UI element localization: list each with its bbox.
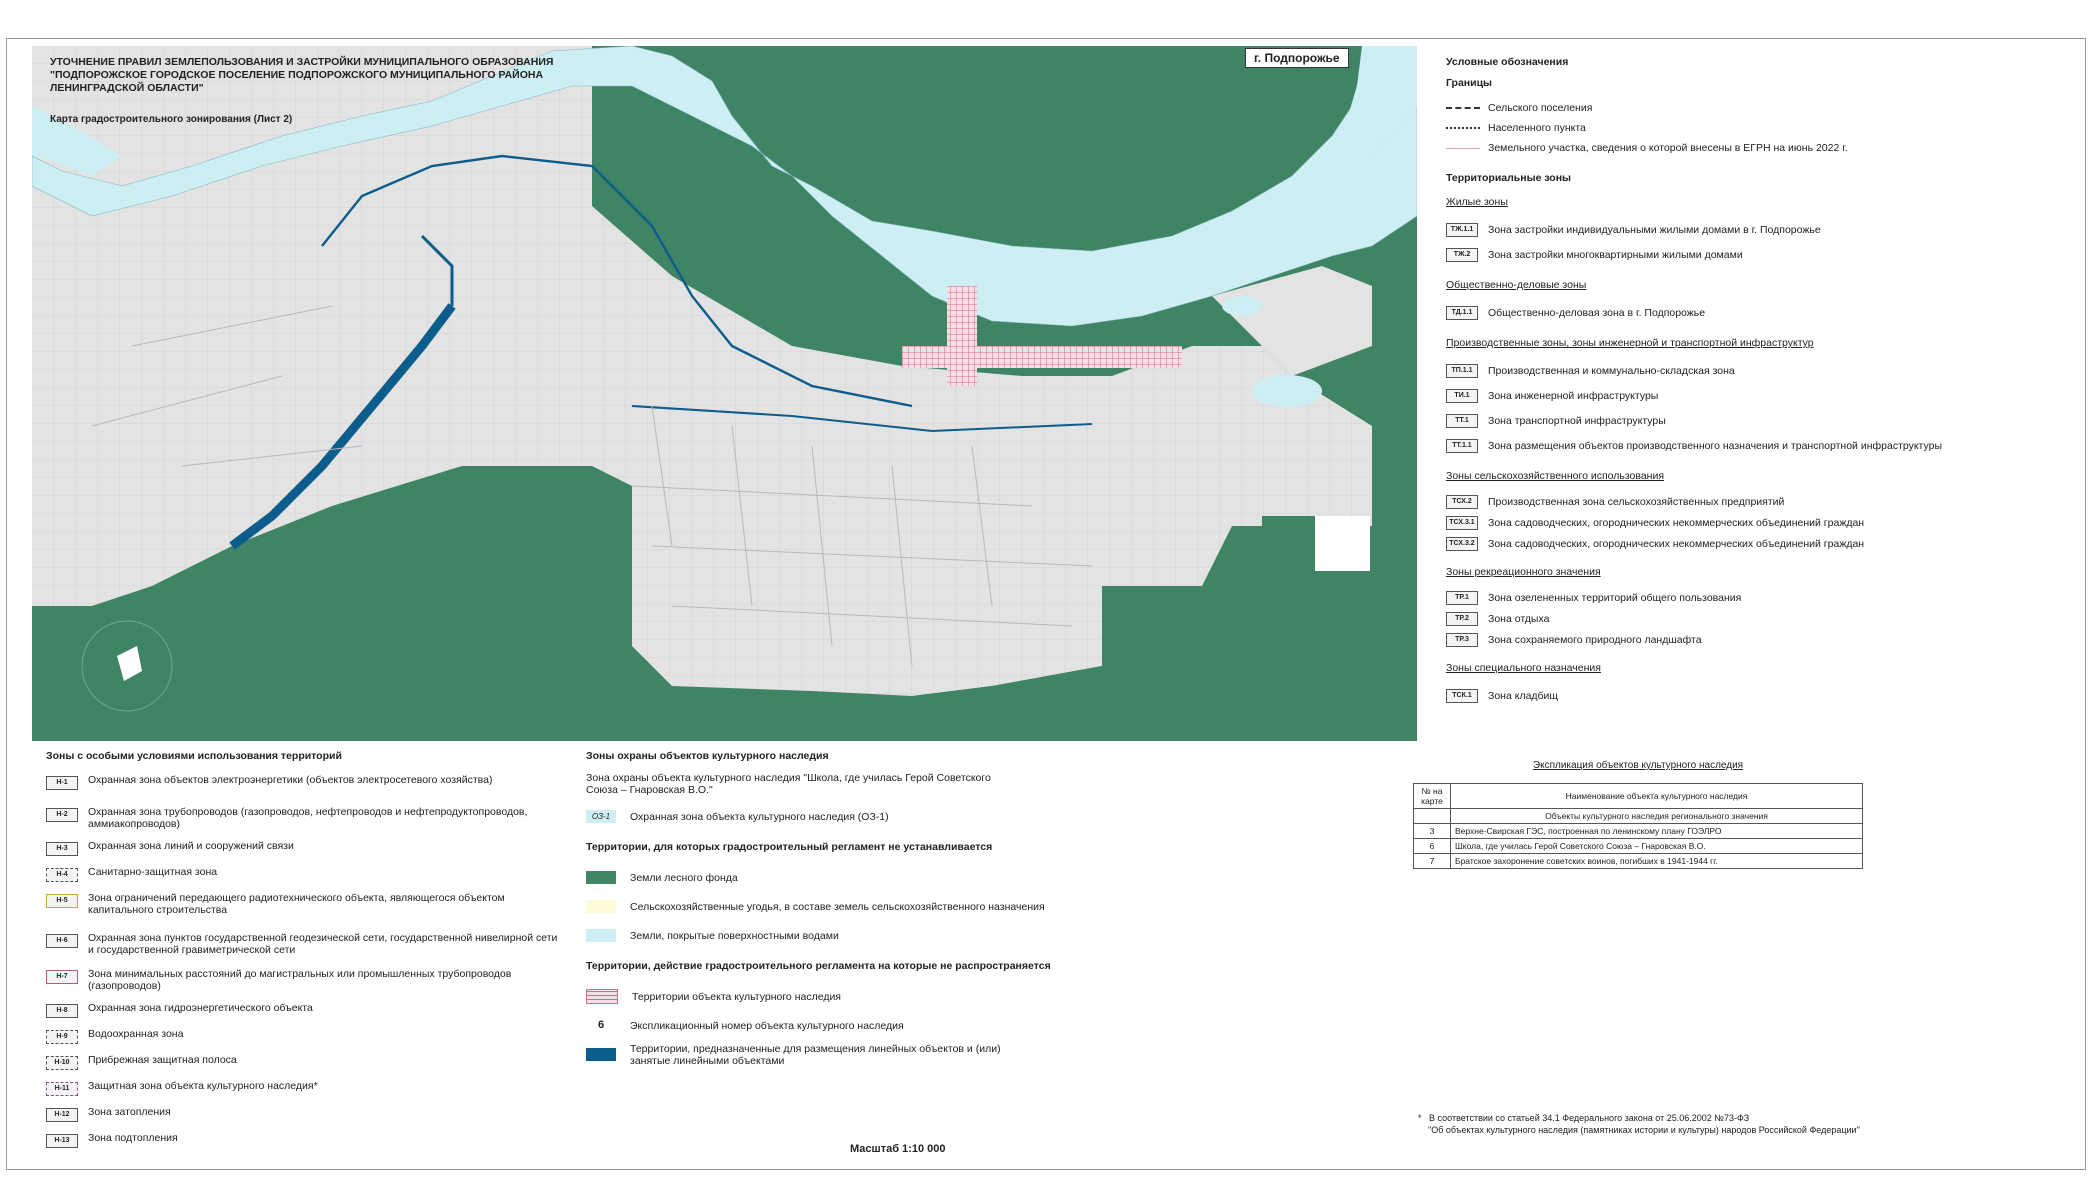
land-category-row [586, 863, 1146, 892]
zone-label: Зона кладбищ [1488, 689, 1559, 702]
special-code-badge: Н-10 [46, 1056, 78, 1070]
special-row [46, 774, 566, 806]
special-code-badge: Н-4 [46, 868, 78, 882]
zone-code-badge: ТР.2 [1446, 612, 1478, 626]
special-row [46, 968, 566, 1002]
special-label: Санитарно-защитная зона [88, 866, 218, 878]
land-category-row [586, 921, 1146, 950]
heritage-protection-title: Зона охраны объекта культурного наследия "Школа, где училась Герой Советского Союза – Гнаровская В.О." [586, 772, 991, 796]
special-row [46, 1054, 566, 1080]
legend-territorial-zones [1446, 56, 2086, 708]
special-code-badge: Н-5 [46, 894, 78, 908]
special-code-badge: Н-7 [46, 970, 78, 984]
group-title: Жилые зоны [1446, 196, 1508, 208]
special-code-badge: Н-3 [46, 842, 78, 856]
table-row [1414, 839, 1863, 854]
zone-label: Зона застройки многоквартирными жилыми домами [1488, 248, 1743, 261]
unzoned-block [1315, 516, 1370, 571]
special-label: Охранная зона линий и сооружений связи [88, 840, 294, 852]
map-title-block [50, 56, 610, 126]
special-code-badge: Н-1 [46, 776, 78, 790]
special-row [46, 866, 566, 892]
zone-code-badge: ТР.3 [1446, 633, 1478, 647]
special-label: Охранная зона гидроэнергетического объекта [88, 1002, 313, 1014]
zone-label: Зона отдыха [1488, 612, 1550, 625]
zone-label: Производственная зона сельскохозяйственных предприятий [1488, 495, 1785, 508]
table-group-cell: Объекты культурного наследия регионального значения [1451, 809, 1863, 824]
zone-label: Зона инженерной инфраструктуры [1488, 389, 1659, 402]
explication-number-symbol: 6 [597, 1019, 605, 1031]
zone-row [1446, 491, 2086, 512]
special-code-badge: Н-12 [46, 1108, 78, 1122]
not-applied-row [586, 1011, 1146, 1040]
land-category-label: Земли, покрытые поверхностными водами [630, 929, 839, 942]
title-line-1: УТОЧНЕНИЕ ПРАВИЛ ЗЕМЛЕПОЛЬЗОВАНИЯ И ЗАСТРОЙКИ МУНИЦИПАЛЬНОГО ОБРАЗОВАНИЯ [50, 56, 554, 68]
legend-special-conditions [46, 750, 566, 1158]
zone-code-badge: ТСХ.2 [1446, 495, 1478, 509]
table-cell-name: Братское захоронение советских воинов, погибших в 1941-1944 гг. [1451, 854, 1863, 869]
group-title: Производственные зоны, зоны инженерной и транспортной инфраструктур [1446, 337, 1814, 349]
dashdot-line-icon [1446, 107, 1480, 109]
table-cell-num: 6 [1414, 839, 1451, 854]
forest-swatch-icon [586, 871, 616, 884]
water-swatch-icon [586, 929, 616, 942]
group-title: Общественно-деловые зоны [1446, 279, 1587, 291]
table-header-row [1414, 784, 1863, 809]
map-scale: Масштаб 1:10 000 [850, 1143, 946, 1155]
footnote-line-2: "Об объектах культурного наследия (памятниках истории и культуры) народов Российской Федерации" [1428, 1125, 1860, 1135]
no-regulation-heading: Территории, для которых градостроительный регламент не устанавливается [586, 841, 993, 853]
forest-inlet [1262, 516, 1317, 571]
special-code-badge: Н-8 [46, 1004, 78, 1018]
legend-heritage [586, 750, 1146, 1069]
city-label: г. Подпорожье [1245, 48, 1349, 68]
special-row [46, 1028, 566, 1054]
zone-code-badge: ТД.1.1 [1446, 306, 1478, 320]
zone-code-badge: ТСК.1 [1446, 689, 1478, 703]
table-cell-num: 7 [1414, 854, 1451, 869]
zone-label: Зона садоводческих, огороднических некоммерческих объединений граждан [1488, 537, 1865, 550]
table-row [1414, 824, 1863, 839]
zone-row [1446, 217, 2086, 242]
zone-row [1446, 683, 2086, 708]
not-applied-label: Территории, предназначенные для размещения линейных объектов и (или) занятые линейными объектами [630, 1042, 1001, 1067]
zone-label: Общественно-деловая зона в г. Подпорожье [1488, 306, 1706, 319]
special-row [46, 1132, 566, 1158]
zones-heading: Территориальные зоны [1446, 172, 1572, 184]
footnote-marker: * [1418, 1113, 1422, 1123]
agri-swatch-icon [586, 900, 616, 913]
land-category-row [586, 892, 1146, 921]
zone-label: Зона размещения объектов производственного назначения и транспортной инфраструктуры [1488, 439, 1943, 452]
table-cell-name: Школа, где училась Герой Советского Союза – Гнаровская В.О. [1451, 839, 1863, 854]
not-applied-row [586, 1040, 1146, 1069]
border-label: Сельского поселения [1488, 102, 1593, 114]
zone-code-badge: ТИ.1 [1446, 389, 1478, 403]
table-cell [1414, 809, 1451, 824]
zone-code-badge: ТР.1 [1446, 591, 1478, 605]
explication-table [1413, 783, 1863, 869]
zone-row [1446, 383, 2086, 408]
special-row [46, 1106, 566, 1132]
heritage-territory-dam-vertical [947, 286, 977, 386]
zone-code-badge: ТЖ.1.1 [1446, 223, 1478, 237]
zone-row [1446, 242, 2086, 267]
zone-row [1446, 433, 2086, 458]
border-row-rural [1446, 98, 2086, 118]
special-label: Охранная зона объектов электроэнергетики (объектов электросетевого хозяйства) [88, 774, 493, 786]
group-title: Зоны рекреационного значения [1446, 566, 1601, 578]
special-row [46, 1002, 566, 1028]
group-title: Зоны сельскохозяйственного использования [1446, 470, 1665, 482]
special-code-badge: Н-9 [46, 1030, 78, 1044]
not-applied-heading: Территории, действие градостроительного регламента на которые не распространяется [586, 960, 1051, 972]
zone-row [1446, 587, 2086, 608]
borders-heading: Границы [1446, 77, 1493, 89]
not-applied-row [586, 982, 1146, 1011]
special-heading: Зоны с особыми условиями использования территорий [46, 750, 342, 762]
zone-label: Зона застройки индивидуальными жилыми домами в г. Подпорожье [1488, 223, 1821, 236]
special-code-badge: Н-2 [46, 808, 78, 822]
zone-row [1446, 512, 2086, 533]
legend-heading: Условные обозначения [1446, 56, 1569, 68]
special-code-badge: Н-13 [46, 1134, 78, 1148]
zone-row [1446, 629, 2086, 650]
special-row [46, 840, 566, 866]
lake-east [1252, 375, 1322, 407]
oz-code-badge: ОЗ-1 [586, 810, 616, 823]
zone-row [1446, 358, 2086, 383]
heritage-heading: Зоны охраны объектов культурного наследия [586, 750, 829, 762]
zone-label: Зона транспортной инфраструктуры [1488, 414, 1666, 427]
title-line-2: "ПОДПОРОЖСКОЕ ГОРОДСКОЕ ПОСЕЛЕНИЕ ПОДПОРОЖСКОГО МУНИЦИПАЛЬНОГО РАЙОНА [50, 69, 544, 81]
special-label: Охранная зона пунктов государственной геодезической сети, государственной нивелирной сети и государственной гравиметрической сети [88, 932, 558, 956]
special-label: Зона подтопления [88, 1132, 178, 1144]
zone-row [1446, 608, 2086, 629]
special-label: Прибрежная защитная полоса [88, 1054, 237, 1066]
special-row [46, 1080, 566, 1106]
table-group-row [1414, 809, 1863, 824]
linear-swatch-icon [586, 1048, 616, 1061]
zone-code-badge: ТСХ.3.1 [1446, 516, 1478, 530]
zone-row [1446, 408, 2086, 433]
land-category-label: Сельскохозяйственные угодья, в составе земель сельскохозяйственного назначения [630, 900, 1045, 913]
border-label: Земельного участка, сведения о которой внесены в ЕГРН на июнь 2022 г. [1488, 142, 1848, 154]
lake-east-small [1222, 296, 1262, 316]
table-cell-num: 3 [1414, 824, 1451, 839]
zone-label: Зона садоводческих, огороднических некоммерческих объединений граждан [1488, 516, 1865, 529]
special-label: Водоохранная зона [88, 1028, 184, 1040]
special-row [46, 932, 566, 968]
border-row-parcel [1446, 138, 2086, 158]
zone-code-badge: ТП.1.1 [1446, 364, 1478, 378]
special-code-badge: Н-6 [46, 934, 78, 948]
oz-label: Охранная зона объекта культурного наследия (ОЗ-1) [630, 810, 889, 823]
special-code-badge: Н-11 [46, 1082, 78, 1096]
col-num-header: № на карте [1414, 784, 1451, 809]
table-row [1414, 854, 1863, 869]
zone-label: Производственная и коммунально-складская зона [1488, 364, 1735, 377]
special-label: Защитная зона объекта культурного наследия* [88, 1080, 318, 1092]
dashdotdot-line-icon [1446, 127, 1480, 129]
group-title: Зоны специального назначения [1446, 662, 1601, 674]
explication-title: Экспликация объектов культурного наследия [1532, 760, 1744, 771]
special-label: Зона затопления [88, 1106, 171, 1118]
heritage-territory-dam-horizontal [902, 346, 1182, 368]
land-category-label: Земли лесного фонда [630, 871, 738, 884]
zone-code-badge: ТСХ.3.2 [1446, 537, 1478, 551]
not-applied-label: Территории объекта культурного наследия [632, 990, 841, 1003]
zone-label: Зона сохраняемого природного ландшафта [1488, 633, 1702, 646]
map-subtitle: Карта градостроительного зонирования (Лист 2) [50, 114, 293, 125]
zoning-map[interactable] [32, 46, 1417, 741]
border-label: Населенного пункта [1488, 122, 1586, 134]
zone-row [1446, 533, 2086, 554]
footnote [1418, 1112, 2078, 1136]
border-row-settlement [1446, 118, 2086, 138]
special-label: Зона ограничений передающего радиотехнического объекта, являющегося объектом капитального строительства [88, 892, 505, 916]
thin-line-icon [1446, 148, 1480, 149]
zone-code-badge: ТЖ.2 [1446, 248, 1478, 262]
col-name-header: Наименование объекта культурного наследия [1451, 784, 1863, 809]
special-row [46, 892, 566, 932]
special-row [46, 806, 566, 840]
special-label: Охранная зона трубопроводов (газопроводов, нефтепроводов и нефтепродуктопроводов, аммиакопроводов) [88, 806, 528, 830]
table-cell-name: Верхне-Свирская ГЭС, построенная по ленинскому плану ГОЭЛРО [1451, 824, 1863, 839]
heritage-oz-row [586, 802, 1146, 831]
not-applied-label: Экспликационный номер объекта культурного наследия [630, 1019, 904, 1032]
footnote-line-1: В соответствии со статьей 34.1 Федерального закона от 25.06.2002 №73-ФЗ [1429, 1113, 1750, 1123]
zone-label: Зона озелененных территорий общего пользования [1488, 591, 1742, 604]
zone-row [1446, 300, 2086, 325]
hatch-swatch-icon [586, 989, 618, 1004]
special-label: Зона минимальных расстояний до магистральных или промышленных трубопроводов (газопроводов) [88, 968, 512, 992]
title-line-3: ЛЕНИНГРАДСКОЙ ОБЛАСТИ" [50, 82, 204, 94]
zone-code-badge: ТТ.1.1 [1446, 439, 1478, 453]
heritage-explication [1413, 760, 1863, 869]
zone-code-badge: ТТ.1 [1446, 414, 1478, 428]
